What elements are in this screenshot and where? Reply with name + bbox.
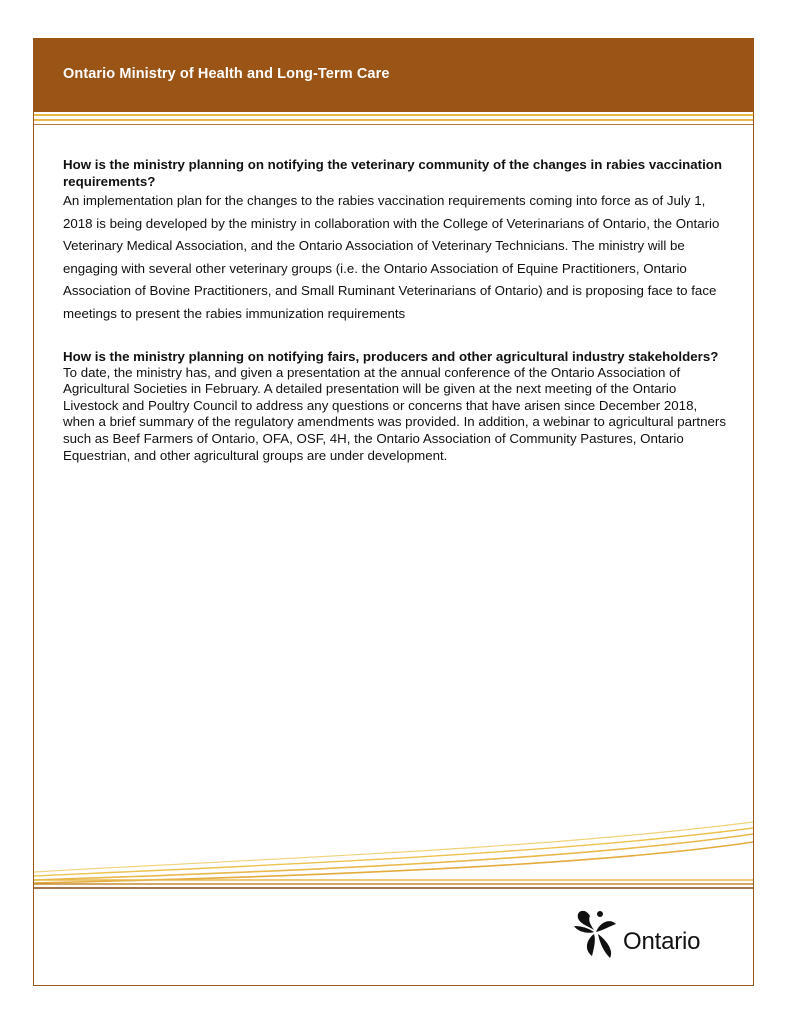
header-rule-gold-top bbox=[34, 114, 753, 116]
header-rule-gold-bottom bbox=[34, 119, 753, 121]
answer-paragraph-1: An implementation plan for the changes to the rabies vaccination requirements coming into force as of July 1, 2018 is being developed by the ministry in collaboration with the College of Veterinarians of Ontario, the Ontario Veterinary Medical Association, and the Ontario Association of Veterinary Technicians. The ministry will be engaging with several other veterinary groups (i.e. the Ontario Association of Equine Practitioners, Ontario Association of Bovine Practitioners, and Small Ruminant Veterinarians of Ontario) and is proposing face to face meetings to present the rabies immunization requirements bbox=[63, 193, 720, 321]
header-rule-brown bbox=[34, 124, 753, 125]
document-body bbox=[63, 156, 728, 464]
answer-paragraph-2: To date, the ministry has, and given a presentation at the annual conference of the Ontario Association of Agricultural Societies in February. A detailed presentation will be given at the next meeting of the Ontario Livestock and Poultry Council to address any questions or concerns that have arisen since December 2018, when a brief summary of the regulatory amendments was provided. In addition, a webinar to agricultural partners such as Beef Farmers of Ontario, OFA, OSF, 4H, the Ontario Association of Community Pastures, Ontario Equestrian, and other agricultural groups are under development. bbox=[63, 364, 726, 463]
question-heading-2: How is the ministry planning on notifying fairs, producers and other agricultural industry stakeholders? bbox=[63, 348, 719, 364]
ontario-wordmark: Ontario bbox=[623, 928, 701, 955]
footer-swoosh-lines bbox=[34, 820, 753, 890]
page-title: Ontario Ministry of Health and Long-Term Care bbox=[63, 66, 390, 82]
question-heading-1: How is the ministry planning on notifying the veterinary community of the changes in rabies vaccination requirements? bbox=[63, 157, 723, 189]
